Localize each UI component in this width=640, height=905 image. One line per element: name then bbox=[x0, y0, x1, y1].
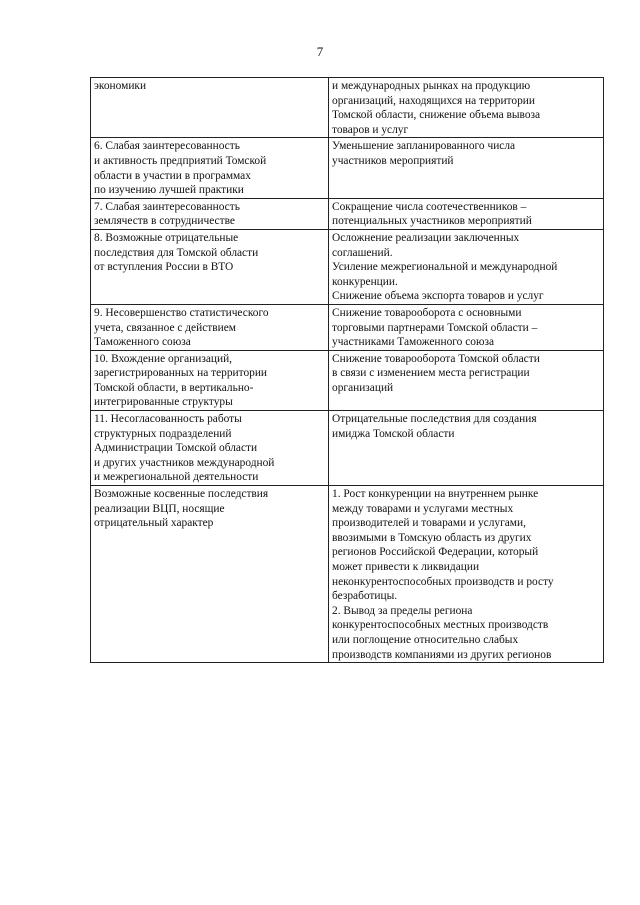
risk-factor-cell: 6. Слабая заинтересованность и активность предприятий Томской области в участии в программах по изучению лучшей практики bbox=[91, 138, 329, 198]
risk-factor-cell: 8. Возможные отрицательные последствия для Томской области от вступления России в ВТО bbox=[91, 229, 329, 304]
consequence-cell: 1. Рост конкуренции на внутреннем рынке между товарами и услугами местных производителей и товарами и услугами, ввозимыми в Томскую область из других регионов Российской Федерации, который может привести к ликвидации неконкурентоспособных производств и росту безработицы. 2. Вывод за пределы региона конкурентоспособных местных производств или поглощение относительно слабых производств компаниями из других регионов bbox=[329, 486, 604, 663]
risk-factor-cell: 11. Несогласованность работы структурных подразделений Администрации Томской области и других участников международной и межрегиональной деятельности bbox=[91, 411, 329, 486]
risk-factor-cell: экономики bbox=[91, 78, 329, 138]
risk-factor-cell: 10. Вхождение организаций, зарегистрированных на территории Томской области, в вертикально- интегрированные структуры bbox=[91, 350, 329, 410]
risk-factor-cell: Возможные косвенные последствия реализации ВЦП, носящие отрицательный характер bbox=[91, 486, 329, 663]
table-row bbox=[91, 350, 604, 410]
table-row bbox=[91, 198, 604, 229]
table-row bbox=[91, 304, 604, 350]
consequence-cell: Сокращение числа соотечественников – потенциальных участников мероприятий bbox=[329, 198, 604, 229]
table-row bbox=[91, 229, 604, 304]
table-row bbox=[91, 411, 604, 486]
table-row bbox=[91, 78, 604, 138]
table-row bbox=[91, 138, 604, 198]
consequence-cell: Осложнение реализации заключенных соглашений. Усиление межрегиональной и международной конкуренции. Снижение объема экспорта товаров и услуг bbox=[329, 229, 604, 304]
risk-factor-cell: 7. Слабая заинтересованность землячеств в сотрудничестве bbox=[91, 198, 329, 229]
consequence-cell: Снижение товарооборота с основными торговыми партнерами Томской области – участниками Таможенного союза bbox=[329, 304, 604, 350]
consequence-cell: Снижение товарооборота Томской области в связи с изменением места регистрации организаций bbox=[329, 350, 604, 410]
table-row bbox=[91, 486, 604, 663]
consequence-cell: и международных рынках на продукцию организаций, находящихся на территории Томской области, снижение объема вывоза товаров и услуг bbox=[329, 78, 604, 138]
risk-table bbox=[90, 77, 604, 663]
page-number: 7 bbox=[316, 44, 324, 59]
consequence-cell: Уменьшение запланированного числа участников мероприятий bbox=[329, 138, 604, 198]
risk-factor-cell: 9. Несовершенство статистического учета, связанное с действием Таможенного союза bbox=[91, 304, 329, 350]
consequence-cell: Отрицательные последствия для создания имиджа Томской области bbox=[329, 411, 604, 486]
